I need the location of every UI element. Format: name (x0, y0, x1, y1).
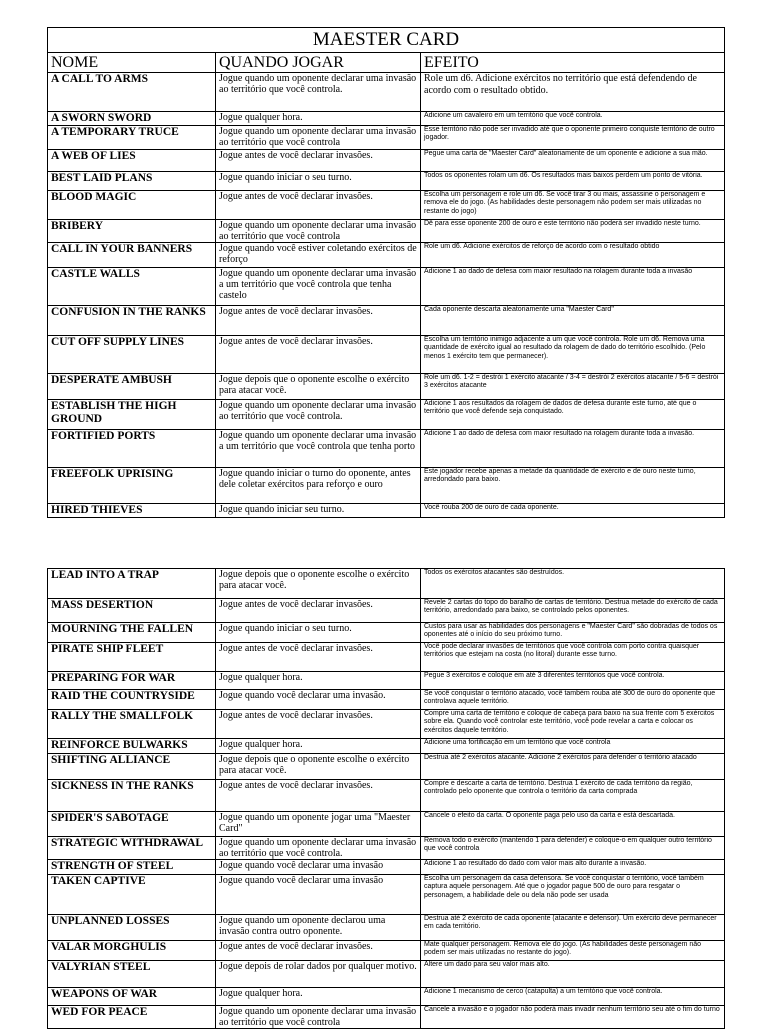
card-name: RAID THE COUNTRYSIDE (48, 690, 216, 710)
card-when: Jogue quando você declarar uma invasão (216, 875, 421, 915)
table-row (48, 875, 725, 915)
card-when: Jogue quando iniciar o seu turno. (216, 172, 421, 191)
table-row (48, 860, 725, 875)
card-when: Jogue antes de você declarar invasões. (216, 780, 421, 812)
card-when: Jogue antes de você declarar invasões. (216, 150, 421, 172)
card-when: Jogue quando iniciar seu turno. (216, 504, 421, 518)
card-effect: Altere um dado para seu valor mais alto. (421, 961, 725, 988)
card-name: VALAR MORGHULIS (48, 941, 216, 961)
card-name: WED FOR PEACE (48, 1006, 216, 1029)
table-row (48, 690, 725, 710)
card-name: HIRED THIEVES (48, 504, 216, 518)
card-name: STRENGTH OF STEEL (48, 860, 216, 875)
card-name: BLOOD MAGIC (48, 191, 216, 220)
table-row (48, 1006, 725, 1029)
card-when: Jogue quando um oponente declarar uma invasão ao território que você controla. (216, 400, 421, 430)
table-row (48, 430, 725, 468)
card-name: STRATEGIC WITHDRAWAL (48, 837, 216, 860)
card-name: A WEB OF LIES (48, 150, 216, 172)
card-name: CALL IN YOUR BANNERS (48, 243, 216, 268)
card-effect: Adicione 1 mecanismo de cerco (catapulta) a um território que você controla. (421, 988, 725, 1006)
table-row (48, 172, 725, 191)
card-effect: Custos para usar as habilidades dos personagens e "Maester Card" são dobradas de todos os oponentes até o início do seu próximo turno. (421, 623, 725, 643)
table-row (48, 961, 725, 988)
table-row (48, 837, 725, 860)
card-when: Jogue depois que o oponente escolhe o exército para atacar você. (216, 569, 421, 599)
card-when: Jogue quando um oponente declarar uma invasão ao território que você controla. (216, 73, 421, 112)
card-name: SICKNESS IN THE RANKS (48, 780, 216, 812)
card-effect: Escolha um personagem e role um d6. Se você tirar 3 ou mais, assassine o personagem e remova ele do jogo. (As habilidades deste personagem não podem ser mais utilizadas no restante do jogo) (421, 191, 725, 220)
title-row (48, 28, 725, 53)
card-when: Jogue quando um oponente declarar uma invasão a um território que você controla que tenha porto (216, 430, 421, 468)
card-name: A TEMPORARY TRUCE (48, 126, 216, 150)
card-effect: Este jogador recebe apenas a metade da quantidade de exército e de ouro neste turno, arredondado para baixo. (421, 468, 725, 504)
card-when: Jogue quando iniciar o seu turno. (216, 623, 421, 643)
card-effect: Você rouba 200 de ouro de cada oponente. (421, 504, 725, 518)
card-effect: Role um d6. Adicione exércitos de reforço de acordo com o resultado obtido (421, 243, 725, 268)
card-when: Jogue qualquer hora. (216, 739, 421, 754)
table-row (48, 710, 725, 739)
card-when: Jogue depois de rolar dados por qualquer motivo. (216, 961, 421, 988)
card-when: Jogue quando um oponente declarar uma invasão a um território que você controla que tenha castelo (216, 268, 421, 306)
card-name: CONFUSION IN THE RANKS (48, 306, 216, 336)
card-effect: Adicione 1 aos resultados da rolagem de dados de defesa durante este turno, até que o território que você defende seja conquistado. (421, 400, 725, 430)
card-effect: Pegue uma carta de "Maester Card" aleatoriamente de um oponente e adicione a sua mão. (421, 150, 725, 172)
card-effect: Compre uma carta de território e coloque de cabeça para baixo na sua frente com 5 exércitos sobre ela. Quando você controlar este território, você pode revelar a carta e colocar os exércitos daquele território. (421, 710, 725, 739)
card-when: Jogue quando um oponente declarar uma invasão ao território que você controla (216, 1006, 421, 1029)
card-name: CUT OFF SUPPLY LINES (48, 336, 216, 374)
card-effect: Mate qualquer personagem. Remova ele do jogo. (As habilidades deste personagem não podem ser mais utilizadas no restante do jogo). (421, 941, 725, 961)
card-when: Jogue antes de você declarar invasões. (216, 336, 421, 374)
card-name: REINFORCE BULWARKS (48, 739, 216, 754)
card-effect: Remova todo o exército (mantendo 1 para defender) e coloque-o em qualquer outro território que você controla (421, 837, 725, 860)
card-effect: Adicione 1 ao resultado do dado com valor mais alto durante a invasão. (421, 860, 725, 875)
card-effect: Adicione 1 ao dado de defesa com maior resultado na rolagem durante toda a invasão. (421, 430, 725, 468)
card-when: Jogue quando você declarar uma invasão (216, 860, 421, 875)
card-when: Jogue qualquer hora. (216, 988, 421, 1006)
table-row (48, 569, 725, 599)
card-name: MOURNING THE FALLEN (48, 623, 216, 643)
card-name: CASTLE WALLS (48, 268, 216, 306)
card-effect: Cada oponente descarta aleatoriamente uma "Maester Card" (421, 306, 725, 336)
card-effect: Revele 2 cartas do topo do baralho de cartas de território. Destrua metade do exército de cada território, arredondado para baixo, se controlado pelos oponentes. (421, 599, 725, 623)
table-row (48, 504, 725, 518)
table-row (48, 915, 725, 941)
card-name: TAKEN CAPTIVE (48, 875, 216, 915)
card-when: Jogue antes de você declarar invasões. (216, 599, 421, 623)
table-row (48, 374, 725, 400)
table-row (48, 220, 725, 243)
table-row (48, 643, 725, 672)
card-when: Jogue quando você estiver coletando exércitos de reforço (216, 243, 421, 268)
card-effect: Role um d6. Adicione exércitos no território que está defendendo de acordo com o resultado obtido. (421, 73, 725, 112)
table-row (48, 126, 725, 150)
card-effect: Pegue 3 exércitos e coloque em até 3 diferentes territórios que você controla. (421, 672, 725, 690)
card-name: A SWORN SWORD (48, 112, 216, 126)
card-name: SPIDER'S SABOTAGE (48, 812, 216, 837)
table-row (48, 73, 725, 112)
card-name: FREEFOLK UPRISING (48, 468, 216, 504)
card-effect: Todos os exércitos atacantes são destruídos. (421, 569, 725, 599)
table-row (48, 754, 725, 780)
card-name: SHIFTING ALLIANCE (48, 754, 216, 780)
table-row (48, 780, 725, 812)
card-when: Jogue qualquer hora. (216, 672, 421, 690)
card-effect: Escolha um território inimigo adjacente a um que você controla. Role um d6. Remova uma quantidade de exército igual ao resultado da rolagem de dado do território escolhido. (Pelo menos 1 exército tem que permanecer). (421, 336, 725, 374)
table-row (48, 150, 725, 172)
table-row (48, 812, 725, 837)
card-when: Jogue antes de você declarar invasões. (216, 306, 421, 336)
card-effect: Adicione um cavaleiro em um território que você controla. (421, 112, 725, 126)
table-row (48, 243, 725, 268)
card-when: Jogue antes de você declarar invasões. (216, 191, 421, 220)
card-name: BEST LAID PLANS (48, 172, 216, 191)
card-effect: Cancele a invasão e o jogador não poderá mais invadir nenhum território seu até o fim do turno (421, 1006, 725, 1029)
table-row (48, 268, 725, 306)
card-name: LEAD INTO A TRAP (48, 569, 216, 599)
card-name: PREPARING FOR WAR (48, 672, 216, 690)
table-row (48, 468, 725, 504)
header-row (48, 53, 725, 73)
table-row (48, 191, 725, 220)
card-when: Jogue quando você declarar uma invasão. (216, 690, 421, 710)
card-effect: Escolha um personagem da casa defensora. Se você conquistar o território, você também captura aquele personagem. Até que o jogador pague 500 de ouro para resgatar o personagem, a habilidade dele ou dela não pode ser usada (421, 875, 725, 915)
card-when: Jogue quando um oponente declarar uma invasão ao território que você controla. (216, 837, 421, 860)
card-when: Jogue antes de você declarar invasões. (216, 941, 421, 961)
card-effect: Role um d6. 1-2 = destrói 1 exército atacante / 3-4 = destrói 2 exércitos atacante / 5-6 = destrói 3 exércitos atacante (421, 374, 725, 400)
card-effect: Todos os oponentes rolam um d6. Os resultados mais baixos perdem um ponto de vitória. (421, 172, 725, 191)
card-name: VALYRIAN STEEL (48, 961, 216, 988)
card-effect: Adicione uma fortificação em um território que você controla (421, 739, 725, 754)
card-when: Jogue quando um oponente jogar uma "Maester Card" (216, 812, 421, 837)
table-row (48, 599, 725, 623)
card-effect: Você pode declarar invasões de territórios que você controla com porto contra quaisquer territórios que estejam na costa (no litoral) durante esse turno. (421, 643, 725, 672)
table-row (48, 941, 725, 961)
table-row (48, 988, 725, 1006)
card-effect: Se você conquistar o território atacado, você também rouba até 300 de ouro do oponente que controlava aquele território. (421, 690, 725, 710)
table-row (48, 739, 725, 754)
card-when: Jogue quando um oponente declarar uma invasão ao território que você controla (216, 126, 421, 150)
card-when: Jogue depois que o oponente escolhe o exército para atacar você. (216, 754, 421, 780)
card-when: Jogue qualquer hora. (216, 112, 421, 126)
card-name: PIRATE SHIP FLEET (48, 643, 216, 672)
card-effect: Destrua até 2 exército de cada oponente (atacante e defensor). Um exército deve permanecer em cada território. (421, 915, 725, 941)
card-name: ESTABLISH THE HIGH GROUND (48, 400, 216, 430)
card-when: Jogue quando um oponente declarou uma invasão contra outro oponente. (216, 915, 421, 941)
header-effect: EFEITO (421, 53, 725, 73)
header-when: QUANDO JOGAR (216, 53, 421, 73)
card-effect: Dê para esse oponente 200 de ouro e este território não poderá ser invadido neste turno. (421, 220, 725, 243)
maester-card-table-2 (47, 568, 725, 1029)
card-when: Jogue antes de você declarar invasões. (216, 710, 421, 739)
table-row (48, 623, 725, 643)
table-row (48, 672, 725, 690)
card-name: MASS DESERTION (48, 599, 216, 623)
table-row (48, 336, 725, 374)
card-when: Jogue depois que o oponente escolhe o exército para atacar você. (216, 374, 421, 400)
card-name: UNPLANNED LOSSES (48, 915, 216, 941)
table-row (48, 112, 725, 126)
card-when: Jogue quando um oponente declarar uma invasão ao território que você controla (216, 220, 421, 243)
card-name: A CALL TO ARMS (48, 73, 216, 112)
card-effect: Compre e descarte a carta de território. Destrua 1 exército de cada território da região, controlado pelo oponente que controla o território da carta comprada (421, 780, 725, 812)
card-name: BRIBERY (48, 220, 216, 243)
table-row (48, 400, 725, 430)
card-effect: Destrua até 2 exércitos atacante. Adicione 2 exércitos para defender o território atacado (421, 754, 725, 780)
card-name: FORTIFIED PORTS (48, 430, 216, 468)
card-effect: Adicione 1 ao dado de defesa com maior resultado na rolagem durante toda a invasão (421, 268, 725, 306)
table-row (48, 306, 725, 336)
card-name: DESPERATE AMBUSH (48, 374, 216, 400)
maester-card-table-1 (47, 27, 725, 518)
card-effect: Cancele o efeito da carta. O oponente paga pelo uso da carta e está descartada. (421, 812, 725, 837)
card-effect: Esse território não pode ser invadido até que o oponente primeiro conquiste território de outro jogador. (421, 126, 725, 150)
header-name: NOME (48, 53, 216, 73)
card-name: RALLY THE SMALLFOLK (48, 710, 216, 739)
card-name: WEAPONS OF WAR (48, 988, 216, 1006)
table-title: MAESTER CARD (48, 28, 725, 53)
card-when: Jogue quando iniciar o turno do oponente, antes dele coletar exércitos para reforço e ouro (216, 468, 421, 504)
card-when: Jogue antes de você declarar invasões. (216, 643, 421, 672)
